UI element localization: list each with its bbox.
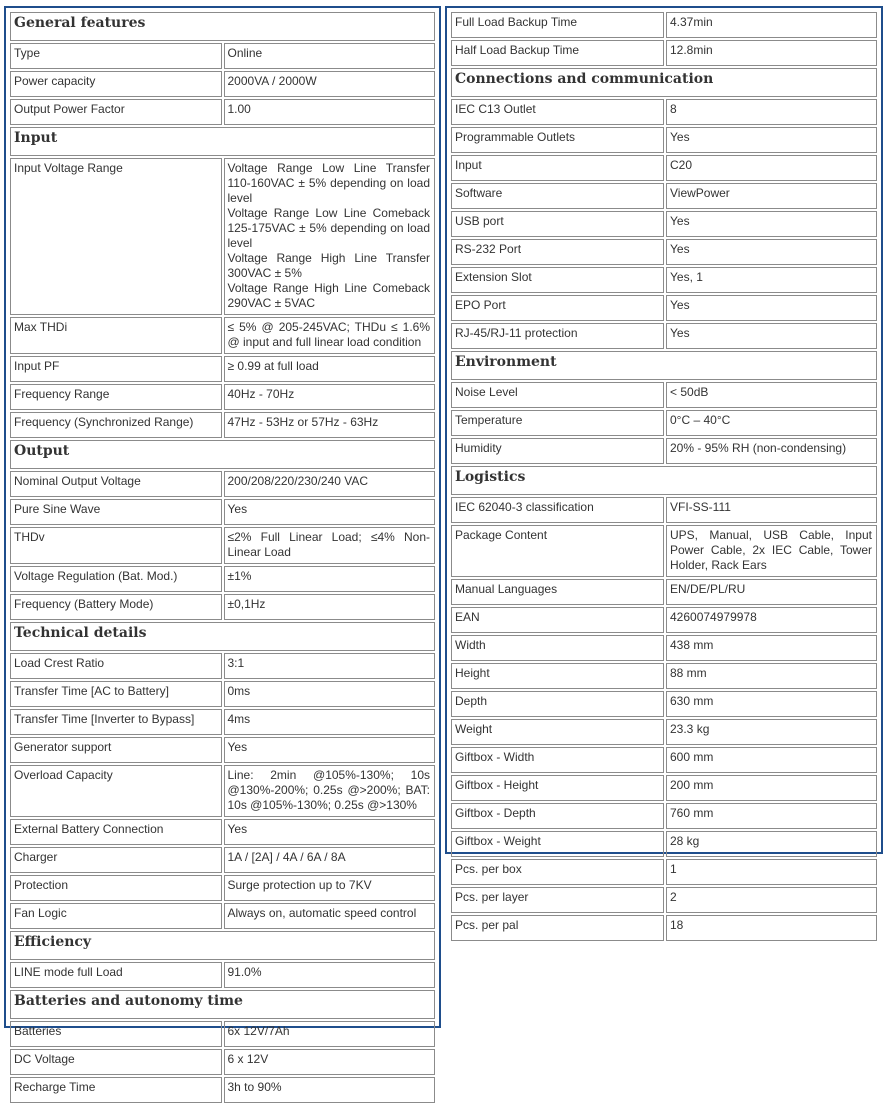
spec-row xyxy=(10,566,435,592)
section-header-row xyxy=(10,622,435,651)
spec-label: Full Load Backup Time xyxy=(451,12,664,38)
spec-label: Batteries xyxy=(10,1021,222,1047)
spec-label: Type xyxy=(10,43,222,69)
spec-label: Extension Slot xyxy=(451,267,664,293)
spec-row xyxy=(10,317,435,354)
section-header-row xyxy=(451,466,877,495)
spec-value: 1A / [2A] / 4A / 6A / 8A xyxy=(224,847,436,873)
spec-label: Width xyxy=(451,635,664,661)
spec-row xyxy=(10,471,435,497)
section-header-general-features: General features xyxy=(10,12,435,41)
spec-label: Transfer Time [Inverter to Bypass] xyxy=(10,709,222,735)
spec-row xyxy=(451,438,877,464)
spec-value: Surge protection up to 7KV xyxy=(224,875,436,901)
spec-row xyxy=(451,239,877,265)
spec-value: 91.0% xyxy=(224,962,436,988)
spec-value: 28 kg xyxy=(666,831,877,857)
spec-row xyxy=(451,183,877,209)
spec-row xyxy=(451,410,877,436)
spec-value: Yes xyxy=(224,737,436,763)
section-header-row xyxy=(451,68,877,97)
spec-label: Voltage Regulation (Bat. Mod.) xyxy=(10,566,222,592)
spec-value: EN/DE/PL/RU xyxy=(666,579,877,605)
spec-row xyxy=(451,267,877,293)
spec-value: 630 mm xyxy=(666,691,877,717)
spec-value: Yes xyxy=(224,819,436,845)
spec-row xyxy=(451,915,877,941)
spec-label: Humidity xyxy=(451,438,664,464)
spec-label: External Battery Connection xyxy=(10,819,222,845)
section-header-logistics: Logistics xyxy=(451,466,877,495)
spec-row xyxy=(10,962,435,988)
spec-label: Input Voltage Range xyxy=(10,158,222,315)
spec-row xyxy=(451,859,877,885)
spec-row xyxy=(451,719,877,745)
spec-value: 40Hz - 70Hz xyxy=(224,384,436,410)
spec-row xyxy=(451,663,877,689)
spec-value: 760 mm xyxy=(666,803,877,829)
spec-row xyxy=(10,499,435,525)
spec-value: ±0,1Hz xyxy=(224,594,436,620)
spec-row xyxy=(10,653,435,679)
section-header-row xyxy=(10,990,435,1019)
spec-label: Recharge Time xyxy=(10,1077,222,1103)
spec-row xyxy=(451,607,877,633)
spec-label: Transfer Time [AC to Battery] xyxy=(10,681,222,707)
spec-label: IEC 62040-3 classification xyxy=(451,497,664,523)
spec-row xyxy=(451,831,877,857)
spec-value: 47Hz - 53Hz or 57Hz - 63Hz xyxy=(224,412,436,438)
spec-label: Power capacity xyxy=(10,71,222,97)
spec-label: THDv xyxy=(10,527,222,564)
section-header-row xyxy=(10,127,435,156)
spec-label: USB port xyxy=(451,211,664,237)
spec-label: RJ-45/RJ-11 protection xyxy=(451,323,664,349)
spec-row xyxy=(10,1077,435,1103)
spec-value: ≤ 5% @ 205-245VAC; THDu ≤ 1.6% @ input and full linear load condition xyxy=(224,317,436,354)
spec-value: Yes xyxy=(224,499,436,525)
spec-value: 6 x 12V xyxy=(224,1049,436,1075)
spec-label: LINE mode full Load xyxy=(10,962,222,988)
spec-row xyxy=(451,525,877,577)
spec-row xyxy=(451,12,877,38)
spec-value: 8 xyxy=(666,99,877,125)
spec-value: UPS, Manual, USB Cable, Input Power Cable, 2x IEC Cable, Tower Holder, Rack Ears xyxy=(666,525,877,577)
spec-value: ±1% xyxy=(224,566,436,592)
spec-row xyxy=(10,99,435,125)
spec-label: IEC C13 Outlet xyxy=(451,99,664,125)
spec-label: Height xyxy=(451,663,664,689)
spec-label: Fan Logic xyxy=(10,903,222,929)
spec-value: Yes xyxy=(666,323,877,349)
spec-panel-left xyxy=(4,6,441,1094)
spec-value: 0ms xyxy=(224,681,436,707)
spec-row xyxy=(10,709,435,735)
spec-row xyxy=(451,887,877,913)
spec-label: Frequency (Battery Mode) xyxy=(10,594,222,620)
section-header-efficiency: Efficiency xyxy=(10,931,435,960)
spec-label: Frequency Range xyxy=(10,384,222,410)
spec-row xyxy=(451,155,877,181)
spec-value: Yes xyxy=(666,239,877,265)
spec-row xyxy=(451,497,877,523)
spec-row xyxy=(10,1049,435,1075)
spec-value: 4.37min xyxy=(666,12,877,38)
spec-value: 4260074979978 xyxy=(666,607,877,633)
section-header-connections-and-communication: Connections and communication xyxy=(451,68,877,97)
spec-row xyxy=(451,803,877,829)
spec-value: 200/208/220/230/240 VAC xyxy=(224,471,436,497)
spec-label: Input xyxy=(451,155,664,181)
spec-row xyxy=(10,903,435,929)
spec-table-right xyxy=(449,10,879,943)
spec-row xyxy=(451,323,877,349)
spec-value: 4ms xyxy=(224,709,436,735)
spec-row xyxy=(10,681,435,707)
spec-label: Generator support xyxy=(10,737,222,763)
spec-row xyxy=(10,71,435,97)
spec-label: Manual Languages xyxy=(451,579,664,605)
spec-label: Depth xyxy=(451,691,664,717)
spec-value: 6x 12V/7Ah xyxy=(224,1021,436,1047)
spec-row xyxy=(451,382,877,408)
spec-label: Giftbox - Height xyxy=(451,775,664,801)
spec-row xyxy=(10,737,435,763)
spec-row xyxy=(10,875,435,901)
spec-value: ViewPower xyxy=(666,183,877,209)
spec-label: Software xyxy=(451,183,664,209)
spec-label: EAN xyxy=(451,607,664,633)
spec-row xyxy=(10,43,435,69)
spec-value: 23.3 kg xyxy=(666,719,877,745)
spec-value: C20 xyxy=(666,155,877,181)
spec-value: 12.8min xyxy=(666,40,877,66)
spec-value: 20% - 95% RH (non-condensing) xyxy=(666,438,877,464)
spec-row xyxy=(451,127,877,153)
spec-row xyxy=(451,775,877,801)
spec-row xyxy=(10,594,435,620)
spec-value: 438 mm xyxy=(666,635,877,661)
spec-value: Always on, automatic speed control xyxy=(224,903,436,929)
spec-value: 0°C – 40°C xyxy=(666,410,877,436)
spec-label: Programmable Outlets xyxy=(451,127,664,153)
spec-label: RS-232 Port xyxy=(451,239,664,265)
spec-label: Charger xyxy=(10,847,222,873)
spec-value: 2000VA / 2000W xyxy=(224,71,436,97)
section-header-input: Input xyxy=(10,127,435,156)
spec-label: DC Voltage xyxy=(10,1049,222,1075)
spec-row xyxy=(451,211,877,237)
spec-table-left xyxy=(8,10,437,1105)
spec-label: Pcs. per box xyxy=(451,859,664,885)
section-header-technical-details: Technical details xyxy=(10,622,435,651)
section-header-output: Output xyxy=(10,440,435,469)
spec-value: 3h to 90% xyxy=(224,1077,436,1103)
section-header-row xyxy=(10,12,435,41)
spec-label: Half Load Backup Time xyxy=(451,40,664,66)
spec-label: Noise Level xyxy=(451,382,664,408)
section-header-row xyxy=(451,351,877,380)
spec-label: Protection xyxy=(10,875,222,901)
spec-value: Yes xyxy=(666,295,877,321)
spec-label: Pure Sine Wave xyxy=(10,499,222,525)
spec-value: 1 xyxy=(666,859,877,885)
spec-label: Frequency (Synchronized Range) xyxy=(10,412,222,438)
spec-label: Overload Capacity xyxy=(10,765,222,817)
spec-value: 18 xyxy=(666,915,877,941)
spec-label: Nominal Output Voltage xyxy=(10,471,222,497)
spec-row xyxy=(451,579,877,605)
section-header-batteries-and-autonomy-time: Batteries and autonomy time xyxy=(10,990,435,1019)
spec-label: Giftbox - Depth xyxy=(451,803,664,829)
spec-row xyxy=(10,819,435,845)
spec-value: 1.00 xyxy=(224,99,436,125)
spec-row xyxy=(10,1021,435,1047)
spec-label: Giftbox - Width xyxy=(451,747,664,773)
spec-label: Pcs. per pal xyxy=(451,915,664,941)
spec-value: < 50dB xyxy=(666,382,877,408)
spec-row xyxy=(451,40,877,66)
spec-value: Yes xyxy=(666,127,877,153)
spec-label: Package Content xyxy=(451,525,664,577)
spec-value: 2 xyxy=(666,887,877,913)
spec-row xyxy=(451,295,877,321)
spec-row xyxy=(451,747,877,773)
spec-value: ≥ 0.99 at full load xyxy=(224,356,436,382)
spec-label: Temperature xyxy=(451,410,664,436)
spec-row xyxy=(10,847,435,873)
spec-value: Yes, 1 xyxy=(666,267,877,293)
spec-row xyxy=(10,412,435,438)
spec-row xyxy=(10,356,435,382)
spec-value: VFI-SS-111 xyxy=(666,497,877,523)
spec-row xyxy=(10,527,435,564)
spec-label: Output Power Factor xyxy=(10,99,222,125)
spec-label: Weight xyxy=(451,719,664,745)
spec-label: EPO Port xyxy=(451,295,664,321)
spec-label: Load Crest Ratio xyxy=(10,653,222,679)
spec-value: Line: 2min @105%-130%; 10s @130%-200%; 0.25s @>200%; BAT: 10s @105%-130%; 0.25s @>130% xyxy=(224,765,436,817)
spec-label: Input PF xyxy=(10,356,222,382)
section-header-row xyxy=(10,931,435,960)
spec-label: Giftbox - Weight xyxy=(451,831,664,857)
spec-value: 600 mm xyxy=(666,747,877,773)
spec-value: Yes xyxy=(666,211,877,237)
spec-row xyxy=(10,158,435,315)
spec-row xyxy=(451,691,877,717)
section-header-row xyxy=(10,440,435,469)
spec-label: Max THDi xyxy=(10,317,222,354)
spec-row xyxy=(10,765,435,817)
spec-panel-right xyxy=(445,6,883,932)
spec-row xyxy=(451,99,877,125)
spec-value: 200 mm xyxy=(666,775,877,801)
spec-value: 3:1 xyxy=(224,653,436,679)
spec-label: Pcs. per layer xyxy=(451,887,664,913)
spec-row xyxy=(451,635,877,661)
section-header-environment: Environment xyxy=(451,351,877,380)
spec-row xyxy=(10,384,435,410)
spec-value: Voltage Range Low Line Transfer 110-160VAC ± 5% depending on load level Voltage Range Low Line Comeback 125-175VAC ± 5% depending on load level Voltage Range High Line Transfer 300VAC ± 5% Voltage Range High Line Comeback 290VAC ± 5VAC xyxy=(224,158,436,315)
spec-value: 88 mm xyxy=(666,663,877,689)
spec-value: ≤2% Full Linear Load; ≤4% Non-Linear Load xyxy=(224,527,436,564)
spec-value: Online xyxy=(224,43,436,69)
